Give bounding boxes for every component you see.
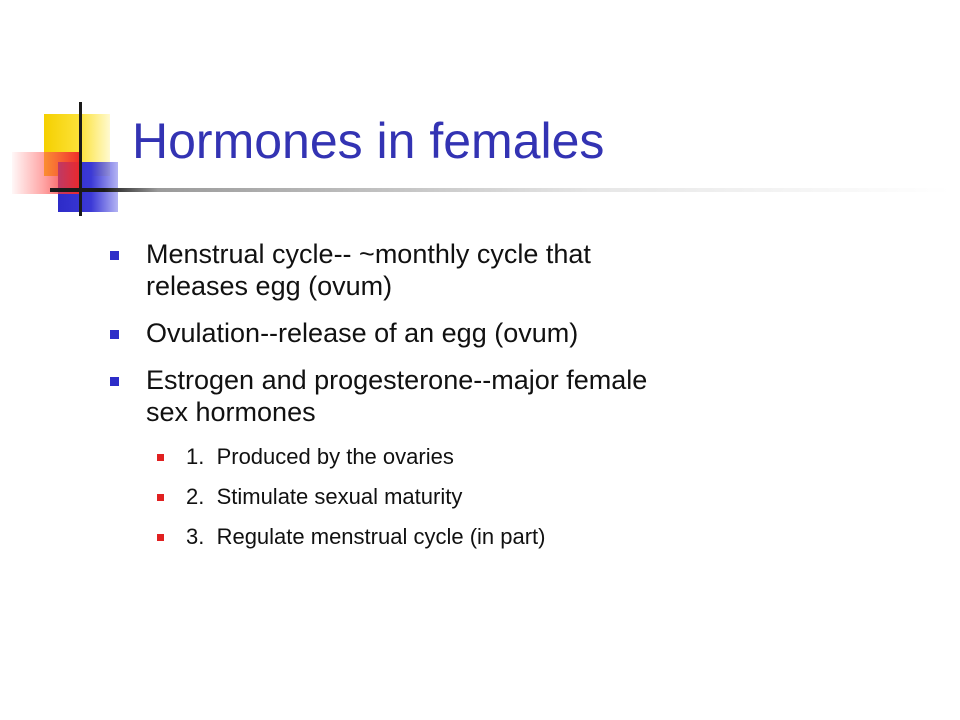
bullet-text-line: sex hormones [146,397,316,427]
square-bullet-icon [110,377,119,386]
sub-bullet-item [104,443,824,471]
bullet-item [104,317,824,349]
sub-bullet-text: 3. Regulate menstrual cycle (in part) [186,524,546,549]
sub-bullet-item [104,483,824,511]
sub-bullet-text: 1. Produced by the ovaries [186,444,454,469]
bullet-item [104,364,824,428]
square-bullet-icon [110,251,119,260]
bullet-list [104,238,824,563]
sub-bullet-text: 2. Stimulate sexual maturity [186,484,463,509]
small-square-bullet-icon [157,454,164,461]
small-square-bullet-icon [157,534,164,541]
bullet-text-line: Ovulation--release of an egg (ovum) [146,318,579,348]
bullet-text-line: Menstrual cycle-- ~monthly cycle that [146,239,591,269]
slide-title: Hormones in females [132,113,605,169]
sub-bullet-item [104,523,824,551]
bullet-text-line: Estrogen and progesterone--major female [146,365,648,395]
square-bullet-icon [110,330,119,339]
small-square-bullet-icon [157,494,164,501]
bullet-text-line: releases egg (ovum) [146,271,393,301]
title-underline-rule [50,188,950,192]
bullet-item [104,238,824,302]
vertical-line-decoration [79,102,82,216]
